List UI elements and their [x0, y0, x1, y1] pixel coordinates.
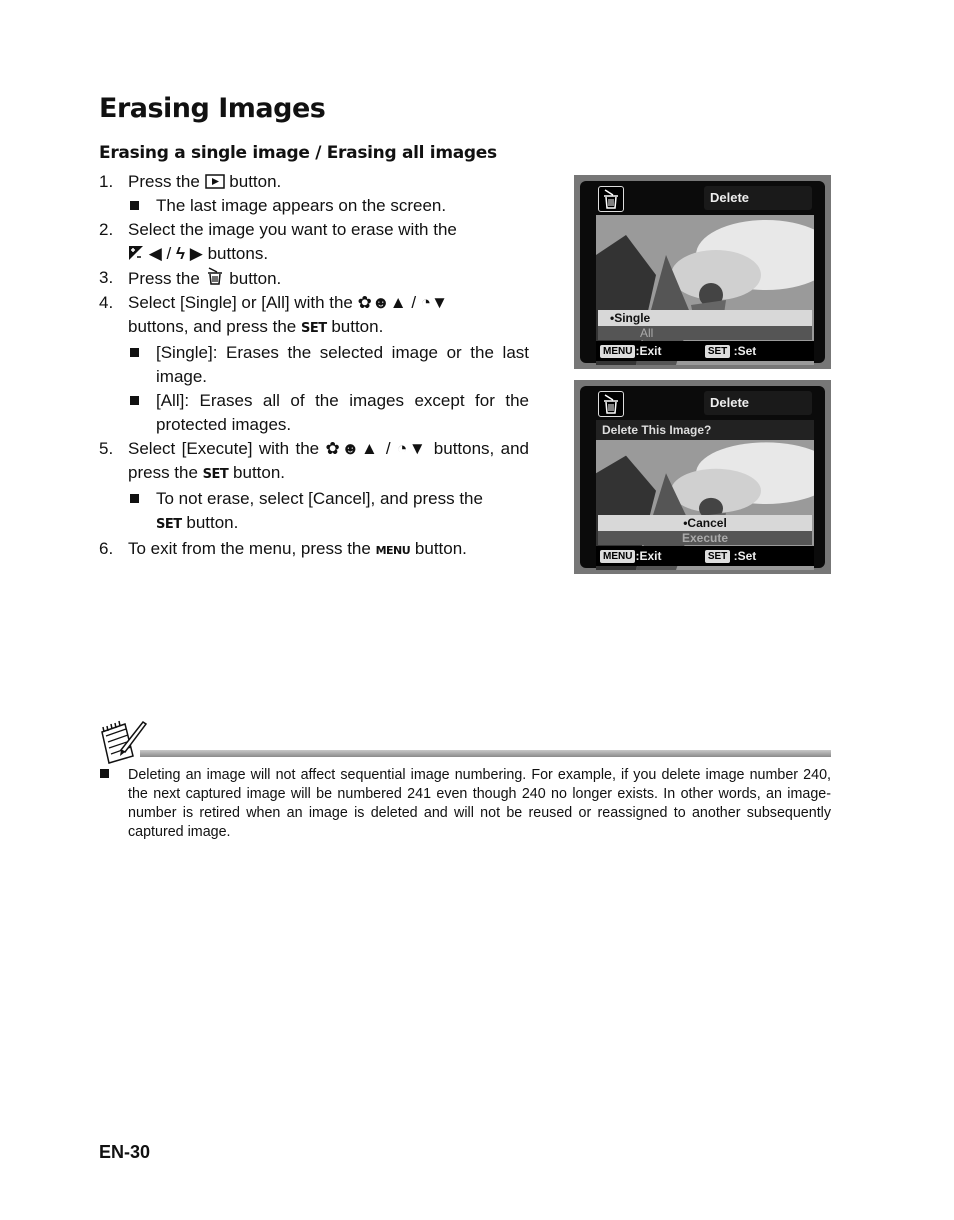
- menu-option-execute[interactable]: Execute: [598, 531, 812, 545]
- step-4: 4. Select [Single] or [All] with the ✿☻▲ / ◔▼ buttons, and press the SET button.: [99, 293, 448, 336]
- exit-label: :Exit: [635, 549, 662, 563]
- menu-option-cancel[interactable]: •Cancel: [598, 515, 812, 531]
- set-label: :Set: [733, 344, 757, 358]
- set-key-label: SET: [156, 517, 182, 532]
- note-divider: [140, 750, 831, 757]
- menu-key: MENU: [600, 550, 635, 563]
- menu-key-label: MENU: [375, 544, 411, 557]
- camera-screen-delete-confirm: [574, 380, 831, 574]
- step-3: 3. Press the button.: [99, 268, 282, 288]
- confirm-prompt: Delete This Image?: [596, 420, 814, 440]
- macro-icon: ✿: [357, 293, 372, 312]
- flash-icon: ϟ: [176, 244, 186, 263]
- page-number: EN-30: [99, 1142, 151, 1162]
- left-arrow-icon: ◀: [148, 244, 162, 263]
- up-arrow-icon: ▲: [389, 293, 407, 312]
- up-arrow-icon: ▲: [359, 439, 380, 458]
- notepad-icon: [99, 718, 147, 764]
- section-title: Erasing a single image / Erasing all images: [99, 143, 497, 163]
- menu-header: Delete: [704, 186, 812, 210]
- face-icon: ☻: [341, 439, 360, 458]
- self-timer-icon: ◔: [396, 439, 408, 458]
- note: [99, 766, 831, 842]
- playback-icon: [205, 174, 225, 189]
- menu-header: Delete: [704, 391, 812, 415]
- step-5-bullet: To not erase, select [Cancel], and press the SET button.: [99, 487, 529, 537]
- set-key: SET: [705, 550, 730, 563]
- down-arrow-icon: ▼: [431, 293, 448, 312]
- menu-option-single[interactable]: •Single: [598, 310, 812, 326]
- exit-label: :Exit: [635, 344, 662, 358]
- trash-icon: [598, 391, 624, 417]
- step-6: 6. To exit from the menu, press the MENU button.: [99, 539, 467, 558]
- page-title: Erasing Images: [99, 93, 326, 124]
- menu-key: MENU: [600, 345, 635, 358]
- set-key-label: SET: [300, 321, 327, 336]
- exposure-icon: [128, 245, 144, 261]
- steps-list: [99, 170, 529, 563]
- step-2: 2. Select the image you want to erase with the ◀ / ϟ ▶ buttons.: [99, 220, 457, 263]
- set-key: SET: [705, 345, 730, 358]
- face-icon: ☻: [371, 293, 390, 312]
- step-1-bullet: The last image appears on the screen.: [99, 194, 529, 218]
- note-text: Deleting an image will not affect sequential image numbering. For example, if you delete image number 240, the next captured image will be numbered 241 even though 240 no longer exists. In other words, an image-number is retired when an image is deleted and will not be reused or reassigned to another subsequently captured image.: [128, 767, 831, 840]
- step-4-bullet-all: [All]: Erases all of the images except for the protected images.: [99, 389, 529, 437]
- right-arrow-icon: ▶: [189, 244, 203, 263]
- down-arrow-icon: ▼: [407, 439, 428, 458]
- macro-icon: ✿: [325, 439, 342, 458]
- camera-screen-delete-menu: [574, 175, 831, 369]
- step-number: 1.: [99, 172, 114, 191]
- trash-icon: [598, 186, 624, 212]
- step-5: 5. Select [Execute] with the ✿☻▲ / ◔▼ buttons, and press the SET button.: [99, 439, 530, 482]
- step-1: 1. Press the button.: [99, 170, 529, 194]
- self-timer-icon: ◔: [420, 293, 432, 312]
- step-4-bullet-single: [Single]: Erases the selected image or the last image.: [99, 341, 529, 389]
- set-key-label: SET: [202, 467, 229, 482]
- set-label: :Set: [733, 549, 757, 563]
- menu-option-all[interactable]: All: [598, 326, 812, 340]
- trash-icon: [205, 266, 225, 286]
